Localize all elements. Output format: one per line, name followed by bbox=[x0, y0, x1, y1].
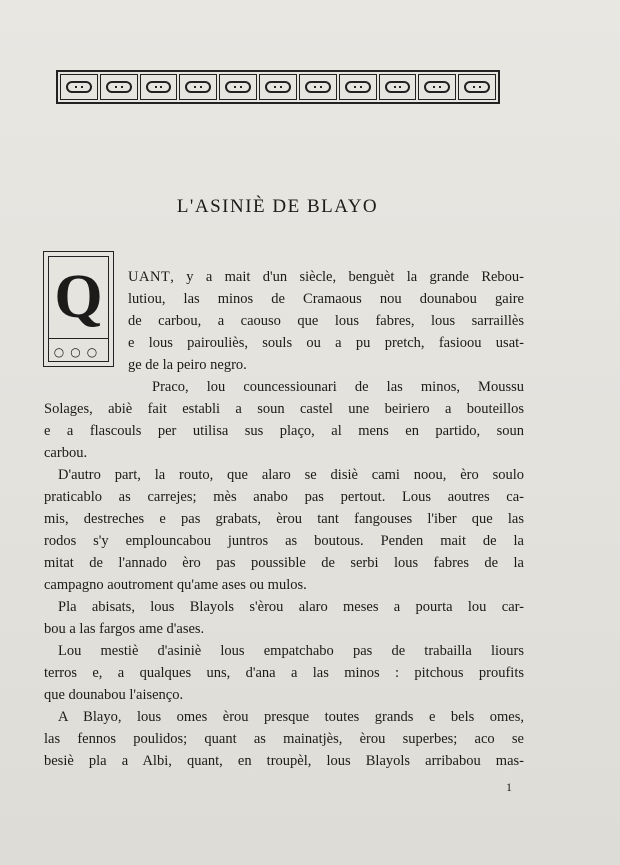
text-line: Pla abisats, lous Blayols s'èrou alaro meses a pourta lou car- bbox=[58, 599, 524, 615]
text-line: Lou mestiè d'asiniè lous empatchabo pas de trabailla liours bbox=[58, 643, 524, 659]
text-line: e a flascouls per utilisa sus plaço, al mens en partido, soun bbox=[44, 423, 524, 439]
text-line: UANT, y a mait d'un siècle, benguèt la grande Rebou- bbox=[128, 269, 524, 285]
text-line: que dounabou l'aisenço. bbox=[44, 687, 184, 703]
text-line: rodos s'y emplouncabou juntros as boutous. Penden mait de la bbox=[44, 533, 524, 549]
frieze-ornament bbox=[339, 74, 377, 100]
text-line: D'autro part, la routo, que alaro se disiè cami noou, èro soulo bbox=[58, 467, 524, 483]
page-number: 1 bbox=[506, 780, 512, 794]
drop-cap-frame bbox=[48, 256, 109, 362]
frieze-ornament bbox=[100, 74, 138, 100]
text-line: Praco, lou councessiounari de las minos, Moussu bbox=[152, 379, 524, 395]
chapter-title: L'ASINIÈ DE BLAYO bbox=[176, 196, 379, 217]
text-line: Solages, abiè fait establi a soun castel une beiriero a bouteillos bbox=[44, 401, 524, 417]
small-caps-opening: UANT bbox=[128, 269, 171, 285]
frieze-ornament bbox=[458, 74, 496, 100]
frieze-ornament bbox=[379, 74, 417, 100]
text-line: de carbou, a caouso que lous fabres, lous sarraillès bbox=[128, 313, 524, 329]
text-line: A Blayo, lous omes èrou presque toutes grands e bels omes, bbox=[58, 709, 524, 725]
text-line: campagno aoutroment qu'ame ases ou mulos. bbox=[44, 577, 307, 593]
frieze-ornament bbox=[179, 74, 217, 100]
text-line: ge de la peiro negro. bbox=[128, 357, 247, 373]
drop-cap-letter: Q bbox=[54, 263, 103, 331]
ornamental-frieze bbox=[56, 70, 500, 104]
drop-cap-divider bbox=[49, 338, 108, 339]
drop-cap bbox=[43, 251, 114, 367]
frieze-ornament bbox=[418, 74, 456, 100]
frieze-ornament bbox=[259, 74, 297, 100]
frieze-ornament bbox=[60, 74, 98, 100]
text-line: carbou. bbox=[44, 445, 88, 461]
text-line: bou a las fargos ame d'ases. bbox=[44, 621, 205, 637]
text-line: las fennos poulidos; quant as mainatjès, èrou superbes; aco se bbox=[44, 731, 524, 747]
text-line: praticablo as carrejes; mès anabo pas pertout. Lous aoutres ca- bbox=[44, 489, 524, 505]
text-line: mis, destreches e pas grabats, èrou tant fangouses l'iber que las bbox=[44, 511, 524, 527]
text-line: lutiou, las minos de Cramaous nou dounabou gaire bbox=[128, 291, 524, 307]
drop-cap-ornament: ○○○ bbox=[53, 345, 104, 359]
text-line: e lous pairouliès, souls ou a pu pretch, fasioou usat- bbox=[128, 335, 524, 351]
text-line: terros e, a qualques uns, d'ana a las minos : pitchous proufits bbox=[44, 665, 524, 681]
frieze-ornament bbox=[140, 74, 178, 100]
text-line: mitat de l'annado èro pas poussible de serbi lous fabres de la bbox=[44, 555, 524, 571]
text-line: besiè pla a Albi, quant, en troupèl, lous Blayols arribabou mas- bbox=[44, 753, 524, 769]
frieze-ornament bbox=[219, 74, 257, 100]
frieze-ornament bbox=[299, 74, 337, 100]
